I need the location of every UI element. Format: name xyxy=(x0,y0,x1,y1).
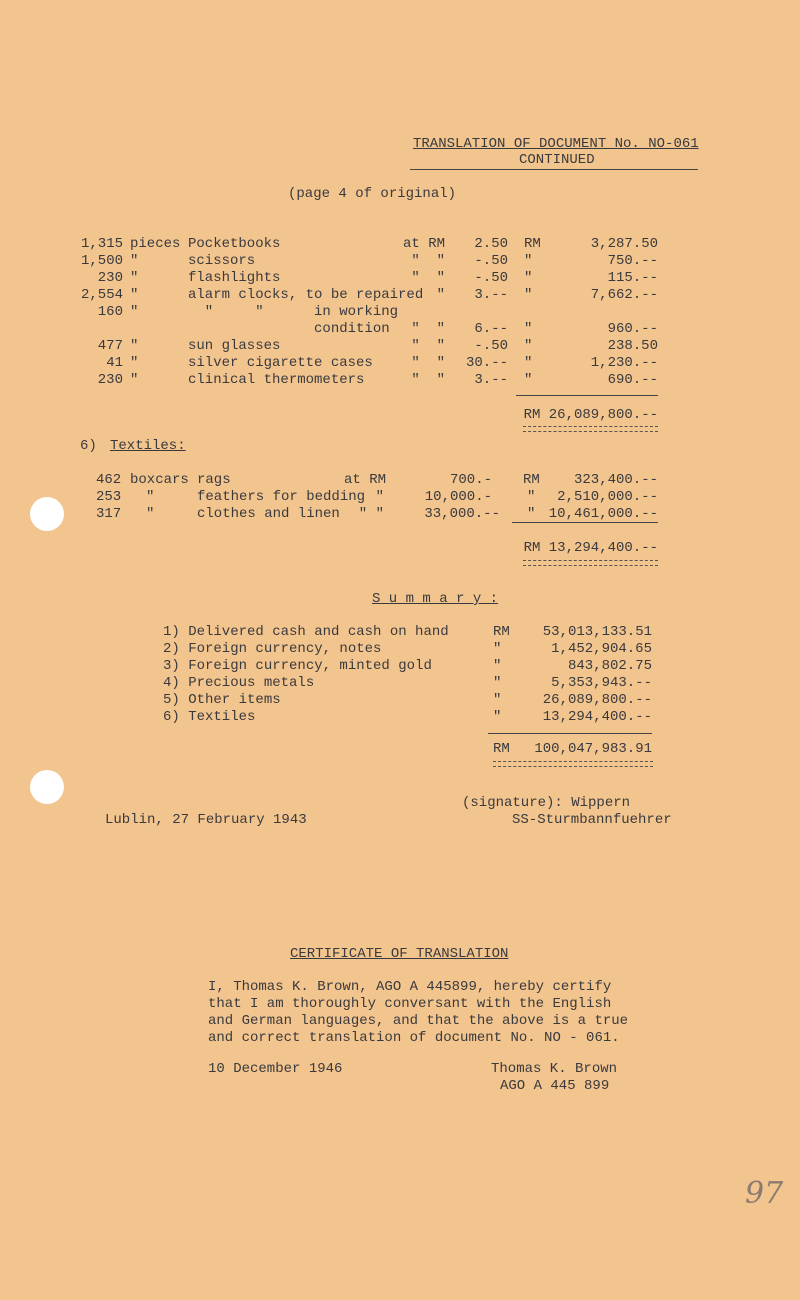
item-quantity: 1,500 xyxy=(80,253,123,269)
item-unit: " xyxy=(130,253,139,269)
textile-total: 10,461,000.-- xyxy=(548,506,658,522)
textile-currency: " xyxy=(527,506,536,522)
item-quantity: 2,554 xyxy=(80,287,123,303)
punch-hole xyxy=(30,770,64,804)
item-currency: " xyxy=(524,270,533,286)
item-unit: " xyxy=(130,338,139,354)
place-date: Lublin, 27 February 1943 xyxy=(105,812,307,828)
item-currency: " xyxy=(524,253,533,269)
double-rule xyxy=(523,426,658,432)
double-rule xyxy=(523,560,658,566)
item-price: -.50 xyxy=(474,338,508,354)
summary-label: 3) Foreign currency, minted gold xyxy=(163,658,432,674)
item-description: silver cigarette cases xyxy=(188,355,373,371)
summary-amount: 26,089,800.-- xyxy=(542,692,652,708)
summary-total-currency: RM xyxy=(493,741,510,757)
item-total: 7,662.-- xyxy=(590,287,658,303)
item-unit: " xyxy=(130,355,139,371)
item-quantity: 230 xyxy=(97,372,123,388)
summary-amount: 5,353,943.-- xyxy=(551,675,652,691)
item-unit: " xyxy=(130,270,139,286)
double-rule xyxy=(493,761,653,767)
item-description: flashlights xyxy=(188,270,281,286)
item-currency: " xyxy=(524,338,533,354)
textile-total: 323,400.-- xyxy=(573,472,658,488)
textiles-heading: Textiles: xyxy=(110,438,186,454)
translator-name: Thomas K. Brown xyxy=(491,1061,618,1077)
items-subtotal-rule xyxy=(516,395,658,396)
summary-amount: 1,452,904.65 xyxy=(551,641,652,657)
item-at: " " xyxy=(411,270,445,286)
item-description: clinical thermometers xyxy=(188,372,365,388)
item-at: " xyxy=(436,287,445,303)
summary-currency: " xyxy=(493,709,502,725)
item-description: alarm clocks, to be repaired xyxy=(188,287,424,303)
item-price: 6.-- xyxy=(474,321,508,337)
title-rule xyxy=(410,169,698,170)
signature: (signature): Wippern xyxy=(462,795,631,811)
item-price: 3.-- xyxy=(474,372,508,388)
item-at: " " xyxy=(411,355,445,371)
page-reference: (page 4 of original) xyxy=(288,186,457,202)
item-unit: pieces xyxy=(130,236,181,252)
textile-total: 2,510,000.-- xyxy=(557,489,658,505)
item-at: " " xyxy=(411,338,445,354)
textile-quantity: 253 xyxy=(96,489,122,505)
certificate-date: 10 December 1946 xyxy=(208,1061,343,1077)
summary-label: 2) Foreign currency, notes xyxy=(163,641,382,657)
item-price: 2.50 xyxy=(474,236,508,252)
textile-at: " xyxy=(375,489,384,505)
textile-at: at RM xyxy=(343,472,386,488)
item-description: Pocketbooks xyxy=(188,236,281,252)
summary-amount: 13,294,400.-- xyxy=(542,709,652,725)
item-price: -.50 xyxy=(474,253,508,269)
item-price: 30.-- xyxy=(465,355,508,371)
summary-label: 4) Precious metals xyxy=(163,675,315,691)
textile-description: feathers for bedding xyxy=(197,489,366,505)
textile-description: clothes and linen xyxy=(197,506,340,522)
handwritten-page-number: 97 xyxy=(745,1176,784,1211)
summary-amount: 53,013,133.51 xyxy=(542,624,652,640)
item-description: scissors xyxy=(188,253,256,269)
item-total: 750.-- xyxy=(607,253,658,269)
item-unit: " xyxy=(130,372,139,388)
item-total: 960.-- xyxy=(607,321,658,337)
signer-rank: SS-Sturmbannfuehrer xyxy=(512,812,672,828)
item-price: -.50 xyxy=(474,270,508,286)
item-at: at RM xyxy=(402,236,445,252)
textile-unit: " xyxy=(146,489,155,505)
item-description: sun glasses xyxy=(188,338,281,354)
item-total: 690.-- xyxy=(607,372,658,388)
item-currency: " xyxy=(524,372,533,388)
punch-hole xyxy=(30,497,64,531)
certificate-line: I, Thomas K. Brown, AGO A 445899, hereby certify xyxy=(208,979,612,995)
item-currency: " xyxy=(524,321,533,337)
textile-at: " " xyxy=(358,506,384,522)
summary-currency: " xyxy=(493,658,502,674)
document-title: TRANSLATION OF DOCUMENT No. NO-061 xyxy=(413,136,699,152)
item-description: " " in working xyxy=(188,304,399,320)
textile-unit: " xyxy=(146,506,155,522)
textile-quantity: 462 xyxy=(96,472,122,488)
item-unit: " xyxy=(130,304,139,320)
certificate-title: CERTIFICATE OF TRANSLATION xyxy=(290,946,509,962)
summary-currency: " xyxy=(493,692,502,708)
item-at: " " xyxy=(411,253,445,269)
item-quantity: 41 xyxy=(106,355,123,371)
summary-label: 1) Delivered cash and cash on hand xyxy=(163,624,449,640)
item-currency: RM xyxy=(524,236,541,252)
certificate-line: and correct translation of document No. NO - 061. xyxy=(208,1030,620,1046)
item-total: 115.-- xyxy=(607,270,658,286)
textile-price: 700.- xyxy=(449,472,492,488)
translator-ago: AGO A 445 899 xyxy=(500,1078,610,1094)
certificate-line: that I am thoroughly conversant with the English xyxy=(208,996,612,1012)
item-description: condition xyxy=(188,321,390,337)
item-currency: " xyxy=(524,355,533,371)
item-price: 3.-- xyxy=(474,287,508,303)
summary-currency: " xyxy=(493,675,502,691)
summary-total: 100,047,983.91 xyxy=(534,741,652,757)
textiles-total: RM 13,294,400.-- xyxy=(523,540,658,556)
item-quantity: 477 xyxy=(97,338,123,354)
summary-currency: " xyxy=(493,641,502,657)
summary-currency: RM xyxy=(493,624,510,640)
item-unit: " xyxy=(130,287,139,303)
textile-description: rags xyxy=(197,472,231,488)
textiles-subtotal-rule xyxy=(512,522,658,523)
item-at: " " xyxy=(411,372,445,388)
items-total: RM 26,089,800.-- xyxy=(523,407,658,423)
textile-currency: RM xyxy=(523,472,540,488)
summary-heading: S u m m a r y : xyxy=(372,591,499,607)
summary-subtotal-rule xyxy=(488,733,652,734)
textile-unit: boxcars xyxy=(130,472,189,488)
textile-price: 33,000.-- xyxy=(424,506,500,522)
certificate-line: and German languages, and that the above is a true xyxy=(208,1013,629,1029)
textiles-heading-number: 6) xyxy=(80,438,97,454)
textile-currency: " xyxy=(527,489,536,505)
textile-quantity: 317 xyxy=(96,506,122,522)
item-total: 238.50 xyxy=(607,338,658,354)
item-at: " " xyxy=(411,321,445,337)
summary-label: 6) Textiles xyxy=(163,709,256,725)
item-total: 1,230.-- xyxy=(590,355,658,371)
summary-amount: 843,802.75 xyxy=(567,658,652,674)
item-total: 3,287.50 xyxy=(590,236,658,252)
item-quantity: 160 xyxy=(97,304,123,320)
textile-price: 10,000.- xyxy=(424,489,492,505)
item-quantity: 230 xyxy=(97,270,123,286)
document-subtitle: CONTINUED xyxy=(519,152,595,168)
item-currency: " xyxy=(524,287,533,303)
summary-label: 5) Other items xyxy=(163,692,281,708)
item-quantity: 1,315 xyxy=(80,236,123,252)
